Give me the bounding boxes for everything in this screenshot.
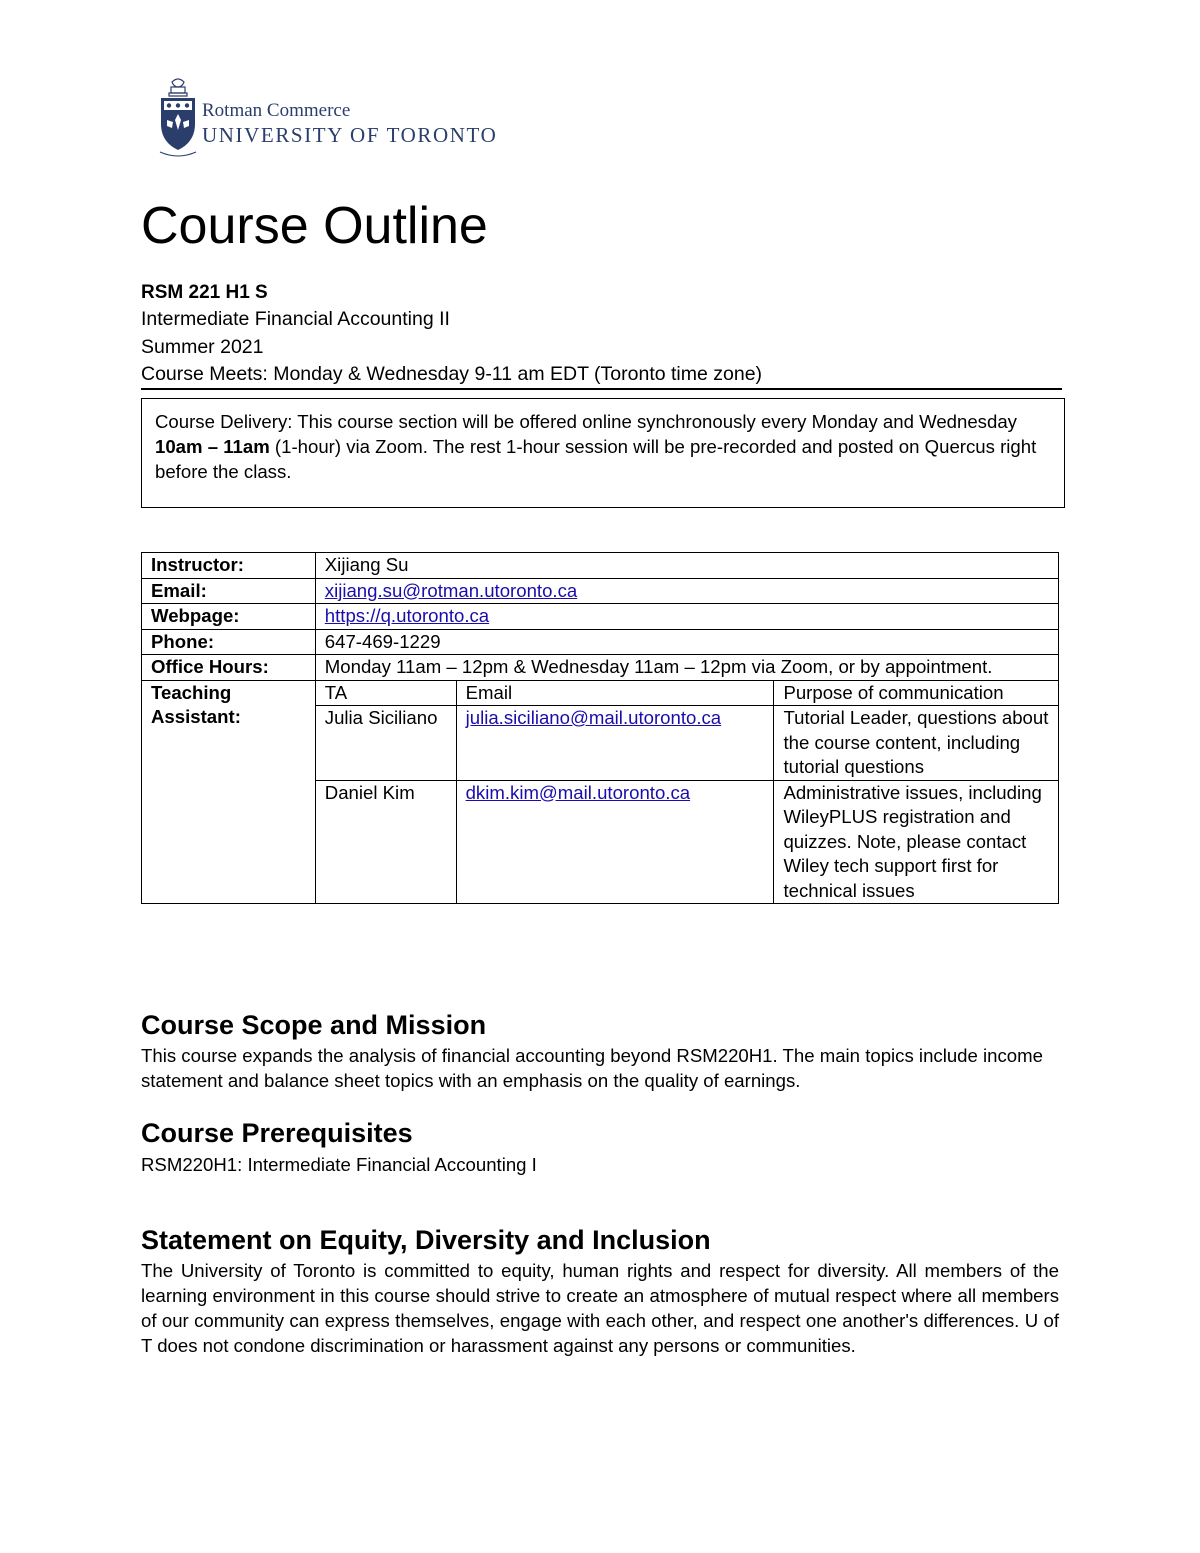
scope-heading: Course Scope and Mission <box>141 1010 487 1040</box>
ta-header-purpose: Purpose of communication <box>774 680 1059 706</box>
crest-icon <box>158 76 198 158</box>
ta-purpose: Tutorial Leader, questions about the course content, including tutorial questions <box>774 706 1059 781</box>
office-hours-label: Office Hours: <box>142 655 316 681</box>
office-hours-value: Monday 11am – 12pm & Wednesday 11am – 12pm via Zoom, or by appointment. <box>315 655 1058 681</box>
course-delivery-box <box>141 398 1065 508</box>
ta-header-name: TA <box>315 680 456 706</box>
equity-text: The University of Toronto is committed to equity, human rights and respect for diversity. All members of the learning environment in this course should strive to create an atmosphere of mutual respect where all members of our community can express themselves, engage with each other, and respect one another's differences. U of T does not condone discrimination or harassment against any persons or communities. <box>141 1260 1059 1356</box>
email-label: Email: <box>142 578 316 604</box>
table-row <box>142 680 1059 706</box>
ta-purpose: Administrative issues, including WileyPLUS registration and quizzes. Note, please contact Wiley tech support first for technical issues <box>774 780 1059 904</box>
instructor-info-table <box>141 552 1059 904</box>
ta-label: Teaching Assistant: <box>142 680 316 904</box>
course-code: RSM 221 H1 S <box>141 282 268 303</box>
phone-label: Phone: <box>142 629 316 655</box>
instructor-value: Xijiang Su <box>315 553 1058 579</box>
phone-value: 647-469-1229 <box>315 629 1058 655</box>
ta-name: Julia Siciliano <box>315 706 456 781</box>
table-row <box>142 655 1059 681</box>
instructor-label: Instructor: <box>142 553 316 579</box>
ta-email-link[interactable]: julia.siciliano@mail.utoronto.ca <box>465 707 722 728</box>
equity-heading: Statement on Equity, Diversity and Inclusion <box>141 1225 711 1255</box>
ta-name: Daniel Kim <box>315 780 456 904</box>
course-term: Summer 2021 <box>141 336 264 358</box>
course-name: Intermediate Financial Accounting II <box>141 308 450 330</box>
header-divider <box>141 388 1062 390</box>
logo-line-1: Rotman Commerce <box>202 100 351 121</box>
delivery-text-1: Course Delivery: This course section will be offered online synchronously every Monday and Wednesday <box>155 411 1017 432</box>
table-row <box>142 578 1059 604</box>
table-row <box>142 629 1059 655</box>
scope-text: This course expands the analysis of financial accounting beyond RSM220H1. The main topics include income statement and balance sheet topics with an emphasis on the quality of earnings. <box>141 1045 1043 1091</box>
instructor-email-link[interactable]: xijiang.su@rotman.utoronto.ca <box>324 579 578 601</box>
webpage-link[interactable]: https://q.utoronto.ca <box>324 605 490 626</box>
table-row <box>142 604 1059 630</box>
webpage-label: Webpage: <box>142 604 316 630</box>
ta-email-link[interactable]: dkim.kim@mail.utoronto.ca <box>465 781 691 803</box>
university-logo <box>158 76 503 158</box>
delivery-text-2: (1-hour) via Zoom. The rest 1-hour session will be pre-recorded and posted on Quercus right before the class. <box>155 436 1037 482</box>
delivery-time: 10am – 11am <box>155 436 270 457</box>
course-meets: Course Meets: Monday & Wednesday 9-11 am EDT (Toronto time zone) <box>141 363 763 385</box>
logo-line-2: UNIVERSITY OF TORONTO <box>202 123 498 147</box>
prereq-text: RSM220H1: Intermediate Financial Accounting I <box>141 1154 537 1175</box>
prereq-heading: Course Prerequisites <box>141 1118 413 1148</box>
ta-header-email: Email <box>456 680 774 706</box>
table-row <box>142 553 1059 579</box>
page-title: Course Outline <box>141 197 488 255</box>
